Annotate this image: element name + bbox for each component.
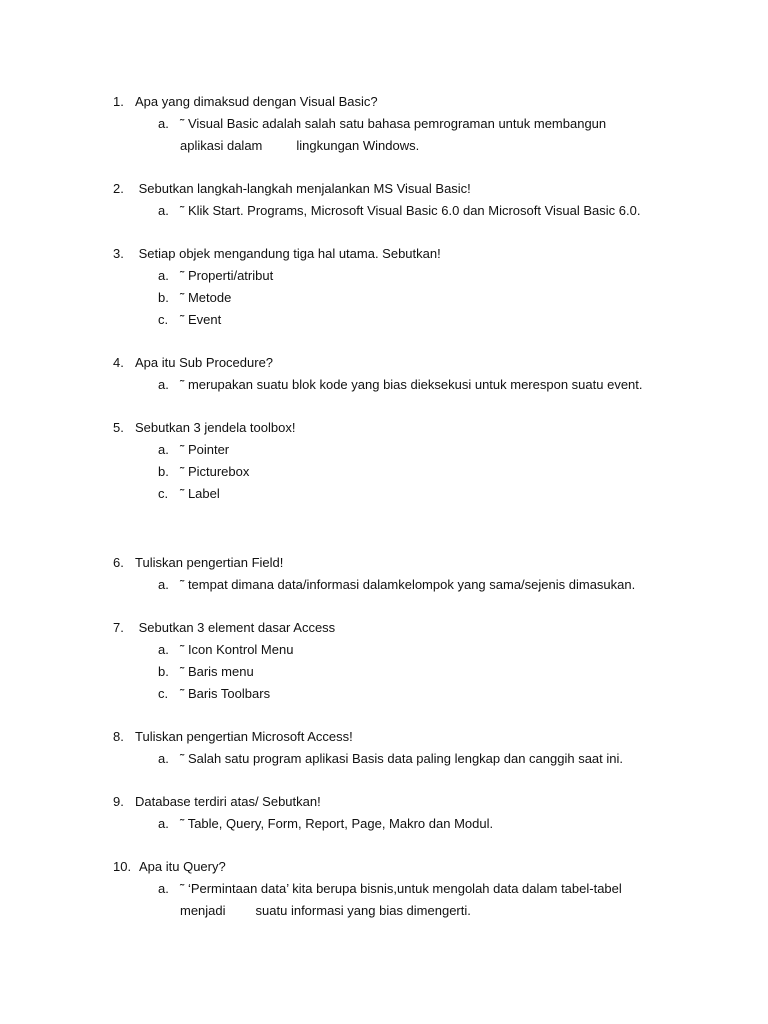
- answer-letter: c.: [158, 686, 169, 701]
- answer-10a-continuation: [180, 900, 471, 922]
- answer-3a: [158, 265, 273, 287]
- answer-text: ˜ Table, Query, Form, Report, Page, Makro dan Modul.: [180, 816, 494, 831]
- question-number: 3.: [113, 246, 124, 261]
- answer-letter: c.: [158, 312, 169, 327]
- question-text: Database terdiri atas/ Sebutkan!: [135, 794, 321, 809]
- question-number: 10.: [113, 859, 132, 874]
- answer-letter: a.: [158, 577, 169, 592]
- question-4: [113, 352, 273, 374]
- answer-text: ˜ Baris menu: [180, 664, 254, 679]
- answer-7a: [158, 639, 293, 661]
- answer-7c: [158, 683, 270, 705]
- question-text: Tuliskan pengertian Field!: [135, 555, 284, 570]
- question-text: Sebutkan langkah-langkah menjalankan MS Visual Basic!: [135, 181, 471, 196]
- answer-text: ˜ ‘Permintaan data’ kita berupa bisnis,untuk mengolah data dalam tabel-tabel: [180, 881, 622, 896]
- question-text: Sebutkan 3 jendela toolbox!: [135, 420, 296, 435]
- answer-letter: a.: [158, 816, 169, 831]
- question-number: 7.: [113, 620, 124, 635]
- answer-text: ˜ Salah satu program aplikasi Basis data paling lengkap dan canggih saat ini.: [180, 751, 623, 766]
- answer-text: ˜ Metode: [180, 290, 232, 305]
- question-number: 5.: [113, 420, 124, 435]
- answer-5a: [158, 439, 229, 461]
- answer-text: ˜ Visual Basic adalah salah satu bahasa pemrograman untuk membangun: [180, 116, 607, 131]
- question-10: [113, 856, 226, 878]
- question-text: Setiap objek mengandung tiga hal utama. Sebutkan!: [135, 246, 441, 261]
- question-2: [113, 178, 471, 200]
- question-text: Apa yang dimaksud dengan Visual Basic?: [135, 94, 378, 109]
- question-number: 6.: [113, 555, 124, 570]
- answer-continuation-part: suatu informasi yang bias dimengerti.: [255, 903, 471, 918]
- question-number: 1.: [113, 94, 124, 109]
- answer-text: ˜ Icon Kontrol Menu: [180, 642, 294, 657]
- question-3: [113, 243, 441, 265]
- answer-letter: a.: [158, 268, 169, 283]
- answer-7b: [158, 661, 254, 683]
- answer-letter: a.: [158, 377, 169, 392]
- answer-continuation-part: lingkungan Windows.: [296, 138, 420, 153]
- answer-4a: [158, 374, 643, 396]
- answer-continuation-part: menjadi: [180, 903, 226, 918]
- answer-text: ˜ Picturebox: [180, 464, 250, 479]
- answer-letter: a.: [158, 116, 169, 131]
- question-5: [113, 417, 295, 439]
- answer-text: ˜ tempat dimana data/informasi dalamkelompok yang sama/sejenis dimasukan.: [180, 577, 636, 592]
- answer-3b: [158, 287, 231, 309]
- question-number: 9.: [113, 794, 124, 809]
- answer-10a: [158, 878, 622, 900]
- question-8: [113, 726, 353, 748]
- answer-text: ˜ Baris Toolbars: [180, 686, 271, 701]
- answer-5c: [158, 483, 220, 505]
- question-6: [113, 552, 283, 574]
- answer-letter: b.: [158, 290, 169, 305]
- question-number: 8.: [113, 729, 124, 744]
- answer-5b: [158, 461, 249, 483]
- answer-2a: [158, 200, 640, 222]
- answer-letter: b.: [158, 664, 169, 679]
- answer-letter: a.: [158, 442, 169, 457]
- answer-text: ˜ Properti/atribut: [180, 268, 274, 283]
- question-text: Tuliskan pengertian Microsoft Access!: [135, 729, 353, 744]
- answer-1a-continuation: [180, 135, 419, 157]
- answer-letter: a.: [158, 642, 169, 657]
- answer-letter: a.: [158, 751, 169, 766]
- question-number: 4.: [113, 355, 124, 370]
- answer-3c: [158, 309, 221, 331]
- answer-text: ˜ Pointer: [180, 442, 230, 457]
- answer-text: ˜ merupakan suatu blok kode yang bias dieksekusi untuk merespon suatu event.: [180, 377, 643, 392]
- answer-8a: [158, 748, 623, 770]
- answer-text: ˜ Label: [180, 486, 220, 501]
- answer-text: ˜ Event: [180, 312, 222, 327]
- answer-letter: c.: [158, 486, 169, 501]
- question-text: Apa itu Sub Procedure?: [135, 355, 274, 370]
- question-7: [113, 617, 335, 639]
- answer-letter: b.: [158, 464, 169, 479]
- question-text: Apa itu Query?: [139, 859, 226, 874]
- answer-1a: [158, 113, 606, 135]
- answer-6a: [158, 574, 635, 596]
- answer-9a: [158, 813, 493, 835]
- answer-letter: a.: [158, 203, 169, 218]
- question-text: Sebutkan 3 element dasar Access: [135, 620, 336, 635]
- question-9: [113, 791, 321, 813]
- answer-continuation-part: aplikasi dalam: [180, 138, 263, 153]
- question-1: [113, 91, 378, 113]
- question-number: 2.: [113, 181, 124, 196]
- answer-text: ˜ Klik Start. Programs, Microsoft Visual Basic 6.0 dan Microsoft Visual Basic 6.0.: [180, 203, 641, 218]
- answer-letter: a.: [158, 881, 169, 896]
